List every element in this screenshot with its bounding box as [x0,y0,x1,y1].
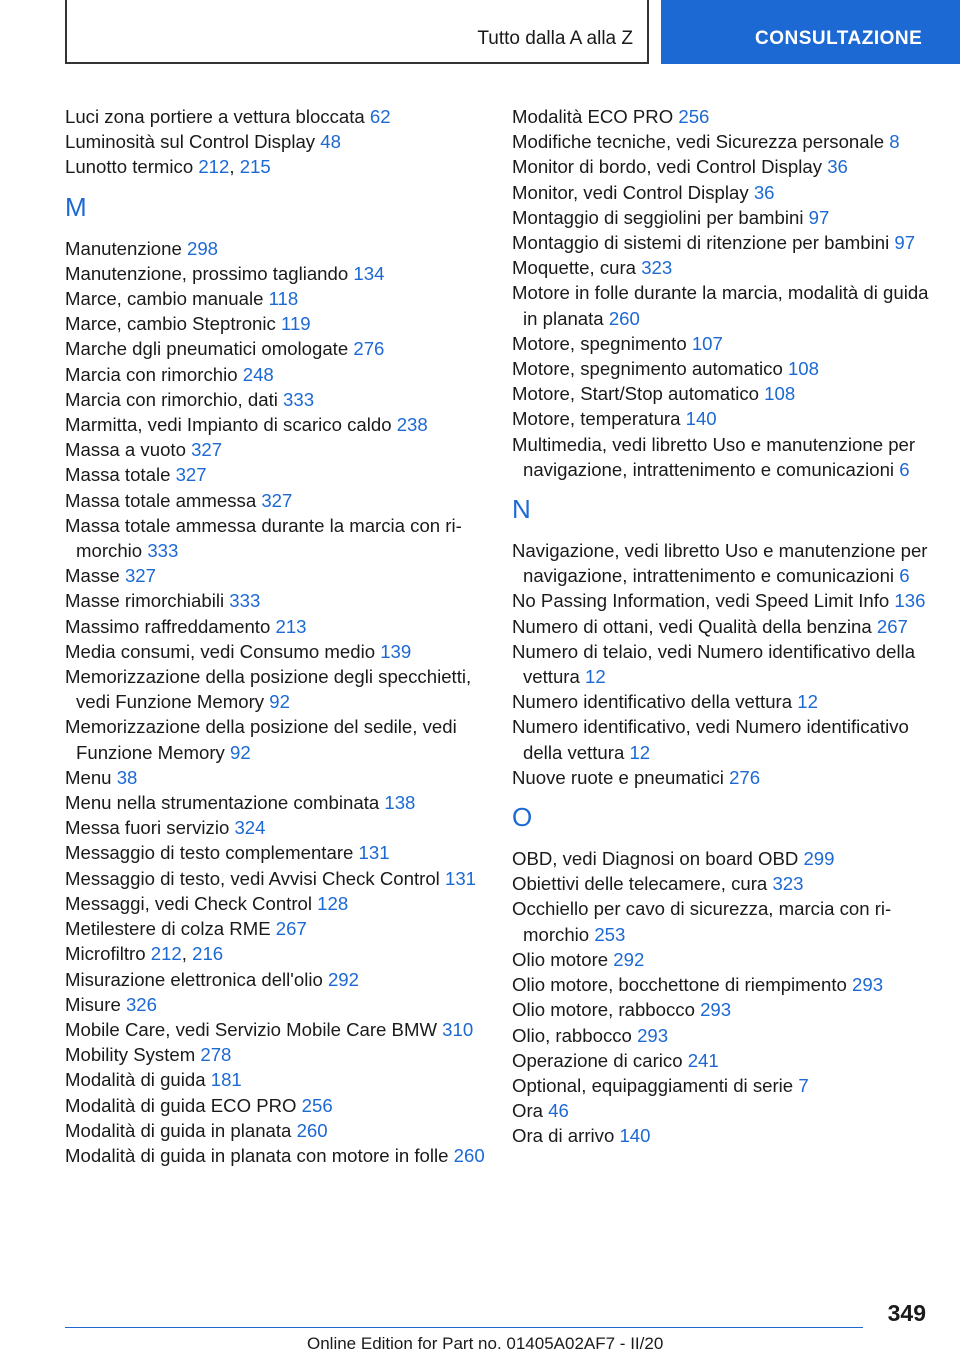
index-entry-text: Motore in folle durante la marcia, modalità di guida in planata [512,282,929,329]
index-entry-text: Modalità ECO PRO [512,106,679,127]
index-letter-heading: N [512,494,531,525]
page-reference-link[interactable]: 92 [269,691,290,713]
page-reference-link[interactable]: 108 [787,358,819,380]
index-entry [512,871,932,896]
index-entry [65,714,495,764]
page-reference-link[interactable]: 46 [548,1100,569,1122]
index-entry [65,664,495,714]
page-reference-link[interactable]: 38 [116,766,138,788]
index-entry [512,639,932,689]
index-entry [512,331,932,356]
index-entry-text: Massa a vuoto [65,439,192,461]
page-reference-link[interactable]: 256 [301,1094,333,1116]
index-entry [65,992,495,1017]
section-title: Tutto dalla A alla Z [477,28,633,49]
index-column-left [65,104,495,1168]
index-entry [512,1073,932,1098]
page-reference-link[interactable]: 140 [685,408,717,430]
index-entry-text: Monitor, vedi Control Display [512,181,754,203]
index-entry-text: Messaggi, vedi Check Control [65,892,318,914]
index-entry-text: Motore, temperatura [512,408,686,430]
page-reference-link[interactable]: 7 [798,1074,809,1096]
page-reference-link[interactable]: 260 [296,1119,328,1141]
index-entry [65,790,495,815]
index-entry-text: Mobility System [65,1044,201,1066]
index-entry [65,765,495,790]
index-entry-text: Nuove ruote e pneumatici [512,766,730,788]
index-entry-text: Masse [65,565,125,587]
index-entry [512,280,932,330]
index-entry-text: Ora di arrivo [512,1125,620,1147]
page-reference-link[interactable]: 97 [894,232,916,254]
page-reference-link[interactable]: 12 [797,691,818,713]
index-entry [65,588,495,613]
index-entry-text: Lunotto termico [65,156,199,178]
page-reference-link[interactable]: 327 [124,565,156,587]
page-reference-link[interactable]: 326 [125,993,157,1015]
page-reference-link[interactable]: 8 [889,131,900,153]
index-entry-text: Ora [512,1100,549,1122]
page-reference-link[interactable]: 333 [147,540,179,562]
index-entry [512,846,932,871]
index-entry [512,104,932,129]
index-entry [512,1023,932,1048]
index-entry [65,840,495,865]
page-reference-link[interactable]: 92 [229,741,251,763]
page-reference-link[interactable]: 333 [283,388,315,410]
index-entry [512,381,932,406]
index-entry [512,205,932,230]
index-entry-text: Montaggio di sistemi di ritenzione per bambini [512,232,895,254]
index-entry [65,437,495,462]
page-reference-link[interactable]: 241 [687,1049,719,1071]
index-entry-text: Memorizzazione della posizione del sedile, vedi Funzione Memory [65,716,457,763]
page-reference-link[interactable]: 327 [261,489,293,511]
page-reference-link[interactable]: 292 [327,968,359,990]
index-entry [512,972,932,997]
index-entry [65,336,495,361]
page-reference-link[interactable]: 299 [803,848,835,870]
index-entry-text: Marce, cambio manuale [65,288,269,310]
index-entry [512,180,932,205]
index-entry-text: Modalità di guida in planata [65,1119,297,1141]
index-entry-text: Marche dgli pneumatici omologate [65,338,354,360]
index-entry-text: Masse rimorchiabili [65,590,230,612]
page-reference-link[interactable]: 128 [317,892,349,914]
index-entry [65,104,495,129]
page-reference-link[interactable]: 12 [629,741,651,763]
index-entry-text: Luminosità sul Control Display [65,131,321,153]
index-entry-text: Marce, cambio Steptronic [65,313,281,335]
index-entry [512,538,932,588]
page-reference-link[interactable]: 293 [700,999,732,1021]
index-entry [65,513,495,563]
page-reference-link[interactable]: 293 [637,1024,669,1046]
index-entry [65,236,495,261]
index-entry [65,614,495,639]
page-reference-link[interactable]: 256 [678,106,710,127]
index-entry [512,689,932,714]
index-letter-heading: O [512,802,533,833]
index-entry-text: Olio, rabbocco [512,1024,638,1046]
footer-edition: Online Edition for Part no. 01405A02AF7 - II/20 [307,1334,664,1353]
index-entry [512,129,932,154]
page-reference-link[interactable]: 248 [242,363,274,385]
index-entry-text: Misure [65,993,126,1015]
index-entry: Lunotto termico 212, 215 [65,156,271,178]
footer-divider [65,1327,863,1328]
index-entry-text: No Passing Information, vedi Speed Limit Info [512,590,895,612]
index-column-right [512,104,932,1149]
index-entry [65,1143,495,1168]
index-entry [65,1017,495,1042]
index-entry-text: Microfiltro [65,943,151,965]
index-entry [65,563,495,588]
index-entry-text: Operazione di carico [512,1049,688,1071]
index-entry-text: Metilestere di colza RME [65,918,276,940]
index-entry-text: Optional, equipaggiamenti di serie [512,1074,799,1096]
index-entry [512,255,932,280]
index-entry [512,714,932,764]
page-reference-link[interactable]: 181 [210,1069,242,1091]
index-entry-text: Obiettivi delle telecamere, cura [512,873,773,895]
index-entry-text: Numero di telaio, vedi Numero identificativo della vettura [512,640,916,688]
page-reference-link[interactable]: 267 [876,615,908,637]
index-entry-text: Modalità di guida [65,1069,211,1091]
index-entry-text: Media consumi, vedi Consumo medio [65,640,381,662]
page-reference-link[interactable]: 323 [641,257,673,279]
page-reference-link[interactable]: 134 [353,262,385,284]
page-reference-link[interactable]: 238 [396,414,428,436]
page-reference-link[interactable]: 293 [852,974,884,996]
index-entry-text: Olio motore, rabbocco [512,999,701,1021]
page-reference-link[interactable]: 48 [320,131,341,153]
page-reference-link[interactable]: 212 [150,943,182,965]
index-entry [65,1093,495,1118]
index-entry [65,639,495,664]
tab-consultazione[interactable] [661,0,960,64]
page-reference-link[interactable]: 108 [764,383,796,405]
index-entry [512,614,932,639]
index-entry [65,412,495,437]
header-frame [65,0,649,64]
index-entry-text: Manutenzione, prossimo tagliando [65,262,354,284]
index-entry-text: Moquette, cura [512,257,642,279]
page-reference-link[interactable]: 267 [275,918,307,940]
page-reference-link[interactable]: 119 [280,313,311,335]
page-reference-link[interactable]: 212 [198,156,230,178]
page-reference-link[interactable]: 323 [772,873,804,895]
page-reference-link[interactable]: 276 [729,766,761,788]
page-reference-link[interactable]: 276 [353,338,385,360]
index-entry-text: Multimedia, vedi libretto Uso e manutenzione per navigazione, intrattenimento e comunicazioni [512,433,916,480]
index-entry [512,1048,932,1073]
page-reference-link[interactable]: 139 [380,640,412,662]
index-entry [65,286,495,311]
index-entry-text: Motore, Start/Stop automatico [512,383,765,405]
index-entry [512,997,932,1022]
index-entry [65,916,495,941]
index-entry-text: Misurazione elettronica dell'olio [65,968,328,990]
index-entry-text: Montaggio di seggiolini per bambini [512,206,809,228]
page-reference-link[interactable]: 36 [827,156,848,178]
index-letter-heading: M [65,191,87,222]
index-entry [65,1067,495,1092]
index-entry-text: Marcia con rimorchio, dati [65,388,284,410]
index-entry-text: Marmitta, vedi Impianto di scarico caldo [65,414,397,436]
page-reference-link[interactable]: 333 [229,590,261,612]
page-reference-link[interactable]: 310 [442,1018,474,1040]
page-reference-link[interactable]: 327 [175,464,207,486]
index-entry [65,311,495,336]
page-reference-link[interactable]: 213 [275,615,307,637]
index-entry [65,462,495,487]
page-reference-link[interactable]: 327 [191,439,223,461]
index-entry [512,356,932,381]
page-reference-link[interactable]: 215 [239,156,271,178]
index-entry [65,488,495,513]
index-entry [512,406,932,431]
page-reference-link[interactable]: 138 [384,792,416,814]
index-entry [65,1042,495,1067]
index-entry-text: Menu nella strumentazione combinata [65,792,385,814]
index-entry [512,230,932,255]
index-entry-text: Massimo raffreddamento [65,615,276,637]
page-reference-link[interactable]: 136 [894,590,926,612]
index-entry-text: Motore, spegnimento [512,332,692,354]
index-entry-text: Monitor di bordo, vedi Control Display [512,156,828,178]
index-entry [512,588,932,613]
index-entry-text: Marcia con rimorchio [65,363,243,385]
page-reference-link[interactable]: 6 [899,565,910,587]
index-entry [512,432,932,482]
page-reference-link[interactable]: 6 [899,458,910,480]
page-reference-link[interactable]: 131 [444,867,477,889]
index-entry-text: Massa totale ammessa [65,489,262,511]
index-entry [65,866,495,891]
page-reference-link[interactable]: 260 [453,1144,485,1166]
page-reference-link[interactable]: 36 [753,181,775,203]
index-entry-text: Olio motore [512,948,614,970]
index-entry-text: Messaggio di testo complementare [65,842,359,864]
index-entry-text: Memorizzazione della posizione degli specchietti, vedi Funzione Memory [65,666,472,713]
index-entry [65,261,495,286]
index-entry-text: Massa totale ammessa durante la marcia con rimorchio [65,514,462,562]
index-entry-text: Numero identificativo della vettura [512,691,798,713]
index-entry-text: Messa fuori servizio [65,817,235,839]
index-entry-text: Messaggio di testo, vedi Avvisi Check Control [65,867,445,889]
page-reference-link[interactable]: 62 [369,106,391,127]
index-entry-text: Motore, spegnimento automatico [512,358,788,380]
index-entry [65,891,495,916]
index-entry-text: Modifiche tecniche, vedi Sicurezza personale [512,131,890,153]
page-reference-link[interactable]: 118 [268,288,299,310]
index-entry [512,1098,932,1123]
page-reference-link[interactable]: 292 [613,948,645,970]
index-entry [512,896,932,946]
index-entry [65,815,495,840]
page-reference-link[interactable]: 12 [585,666,606,688]
index-entry [65,387,495,412]
page-reference-link[interactable]: 260 [608,307,640,329]
index-entry-text: Olio motore, bocchettone di riempimento [512,974,853,996]
index-entry [65,362,495,387]
page-reference-link[interactable]: 253 [594,923,626,945]
index-entry-text: Modalità di guida in planata con motore in folle [65,1144,454,1166]
index-entry-text: Modalità di guida ECO PRO [65,1094,302,1116]
index-entry [512,1123,932,1148]
index-entry-text: Menu [65,766,117,788]
page-reference-link[interactable]: 140 [619,1125,651,1147]
index-entry-text: Numero di ottani, vedi Qualità della benzina [512,615,877,637]
page-reference-link[interactable]: 97 [808,206,830,228]
index-entry [512,947,932,972]
index-entry [65,129,495,154]
index-entry-text: Occhiello per cavo di sicurezza, marcia con rimorchio [512,898,892,945]
index-entry-text: Numero identificativo, vedi Numero identificativo della vettura [512,716,909,763]
index-entry [512,765,932,790]
page-reference-link[interactable]: 298 [186,237,219,259]
index-entry [65,1118,495,1143]
page-reference-link[interactable]: 107 [691,332,723,354]
index-entry-text: Massa totale [65,464,176,486]
page-number: 349 [887,1300,926,1326]
index-entry-text: OBD, vedi Diagnosi on board OBD [512,848,804,870]
index-entry: Microfiltro 212, 216 [65,943,224,965]
index-entry [65,967,495,992]
index-entry-text: Navigazione, vedi libretto Uso e manutenzione per navigazione, intrattenimento e comunicazioni [512,540,928,587]
tab-label: CONSULTAZIONE [755,28,923,49]
index-entry-text: Manutenzione [65,237,187,259]
page-reference-link[interactable]: 278 [200,1044,232,1066]
index-entry-text: Mobile Care, vedi Servizio Mobile Care BMW [65,1018,443,1040]
index-entry-text: Luci zona portiere a vettura bloccata [65,106,370,127]
index-entry [512,154,932,179]
page-reference-link[interactable]: 216 [192,943,224,965]
page-reference-link[interactable]: 131 [358,842,390,864]
page-reference-link[interactable]: 324 [234,817,266,839]
